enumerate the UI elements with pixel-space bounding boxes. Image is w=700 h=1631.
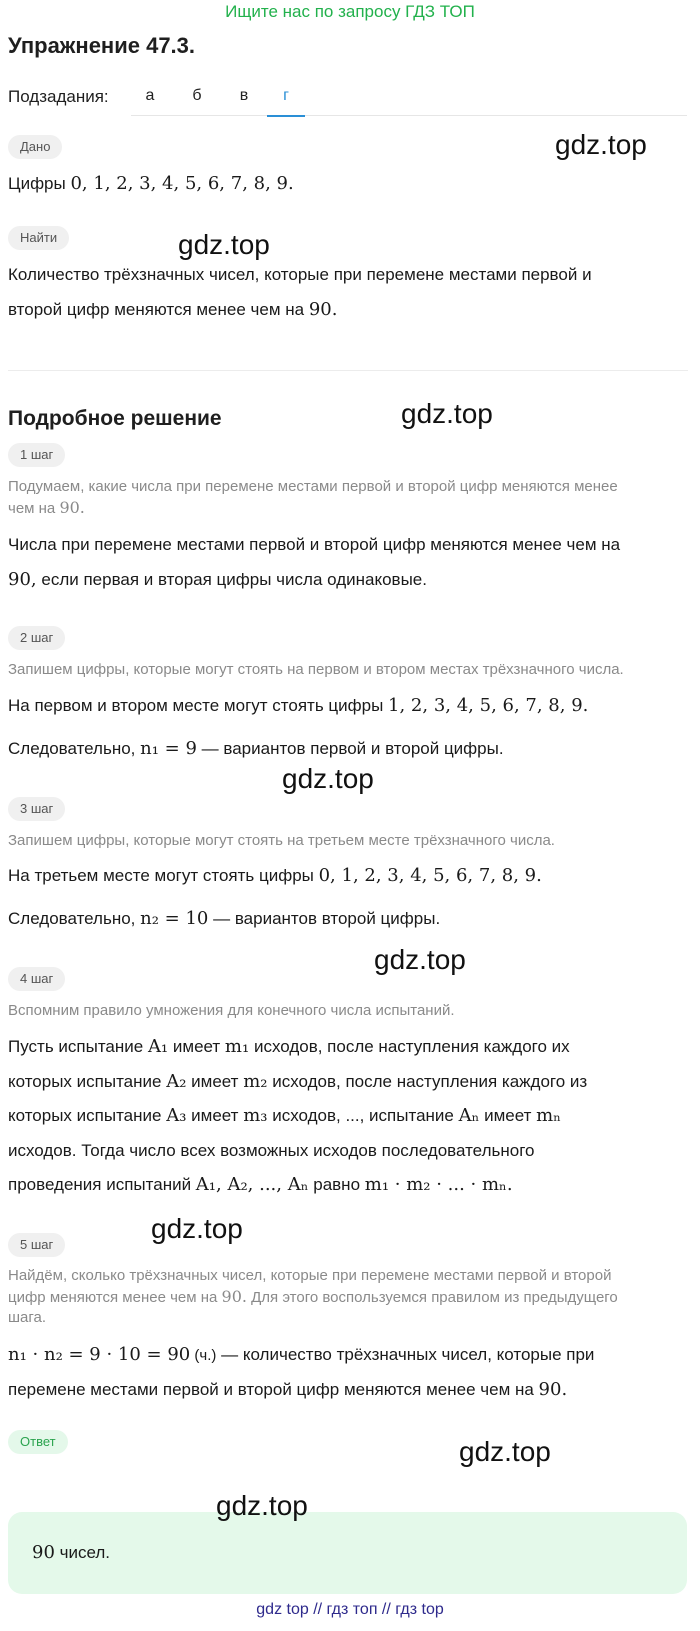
- answer-number: 90: [32, 1542, 55, 1563]
- solution-heading: Подробное решение: [8, 407, 222, 430]
- step-4-line-5: [8, 1167, 688, 1203]
- tab-a[interactable]: а: [145, 87, 155, 104]
- step-1-line-2: [8, 562, 688, 598]
- step-1-line-2-suffix: если первая и вторая цифры числа одинаковые.: [36, 570, 427, 589]
- step-4-badge-wrap: [8, 967, 65, 991]
- watermark: gdz.top: [555, 129, 647, 160]
- step-4-l2-m1: A₂: [166, 1071, 187, 1092]
- find-line-2: [8, 292, 688, 328]
- step-3-badge-wrap: [8, 797, 65, 821]
- answer-text: [32, 1540, 110, 1566]
- step-4-line-1: [8, 1029, 688, 1065]
- step-4-l1-a: Пусть испытание: [8, 1037, 148, 1056]
- step-5-hint-3: шага.: [8, 1309, 47, 1326]
- subtasks-tabs: [131, 76, 687, 116]
- step-2-line-1-prefix: На первом и втором месте могут стоять цифры: [8, 696, 389, 715]
- step-2-line-2-prefix: Следовательно,: [8, 739, 141, 758]
- given-digits: 0, 1, 2, 3, 4, 5, 6, 7, 8, 9.: [70, 173, 294, 194]
- step-2-formula: n₁ = 9: [140, 738, 197, 759]
- step-3-line-2-prefix: Следовательно,: [8, 909, 141, 928]
- find-number: 90.: [308, 299, 338, 320]
- step-3-line-2: [8, 901, 688, 937]
- step-4-l3-m4: mₙ: [536, 1105, 562, 1126]
- watermark: gdz.top: [282, 763, 374, 794]
- given-badge: Дано: [8, 135, 62, 159]
- find-line-2-prefix: второй цифр меняются менее чем на: [8, 300, 309, 319]
- step-5-hint-1: Найдём, сколько трёхзначных чисел, которые при перемене местами первой и второй: [8, 1267, 612, 1284]
- step-3-line-1-prefix: На третьем месте могут стоять цифры: [8, 866, 319, 885]
- step-4-l2-m2: m₂: [243, 1071, 268, 1092]
- footer-links[interactable]: gdz top // гдз топ // гдз top: [256, 1601, 444, 1618]
- step-4-l1-b: имеет: [168, 1037, 225, 1056]
- watermark: gdz.top: [374, 944, 466, 975]
- find-line-1: Количество трёхзначных чисел, которые при перемене местами первой и: [8, 265, 592, 284]
- step-3-line-1: [8, 858, 688, 894]
- watermark: gdz.top: [216, 1490, 308, 1521]
- step-4-line-2: [8, 1064, 688, 1100]
- watermark: gdz.top: [401, 398, 493, 429]
- step-5-line-2-prefix: перемене местами первой и второй цифр меняются менее чем на: [8, 1380, 539, 1399]
- step-3-badge: 3 шаг: [8, 797, 65, 821]
- step-4-l3-c: исходов, ..., испытание: [267, 1106, 459, 1125]
- step-2-line-1: [8, 688, 688, 724]
- step-4-l3-d: имеет: [479, 1106, 537, 1125]
- step-4-hint: Вспомним правило умножения для конечного числа испытаний.: [8, 1002, 455, 1019]
- step-5-badge: 5 шаг: [8, 1233, 65, 1257]
- step-1-badge-wrap: [8, 443, 65, 467]
- step-1-badge: 1 шаг: [8, 443, 65, 467]
- watermark: gdz.top: [459, 1436, 551, 1467]
- step-5-unit: (ч.): [190, 1347, 217, 1364]
- step-4-l3-m1: A₃: [166, 1105, 187, 1126]
- step-1-number: 90,: [8, 569, 37, 590]
- step-1-hint-number: 90.: [59, 498, 85, 517]
- step-5-badge-wrap: [8, 1233, 65, 1257]
- step-4-l2-b: имеет: [186, 1072, 244, 1091]
- step-4-l1-c: исходов, после наступления каждого их: [249, 1037, 570, 1056]
- step-5-formula: n₁ · n₂ = 9 · 10 = 90: [8, 1344, 191, 1365]
- tab-b[interactable]: б: [192, 87, 202, 104]
- watermark: gdz.top: [178, 229, 270, 260]
- tab-v[interactable]: в: [239, 87, 249, 104]
- step-5-hint-2: [8, 1286, 688, 1309]
- step-1-hint-2: [8, 497, 688, 520]
- step-5-hint-number: 90.: [221, 1287, 247, 1306]
- step-5-hint-2-prefix: цифр меняются менее чем на: [8, 1289, 222, 1306]
- tab-g[interactable]: г: [267, 76, 305, 116]
- step-4-l5-b: равно: [308, 1175, 365, 1194]
- step-4-l5-m2: m₁ · m₂ · ... · mₙ.: [364, 1174, 513, 1195]
- answer-badge-wrap: [8, 1430, 68, 1454]
- step-4-l1-m2: m₁: [224, 1036, 250, 1057]
- step-4-l5-a: проведения испытаний: [8, 1175, 196, 1194]
- step-4-l2-c: исходов, после наступления каждого из: [267, 1072, 588, 1091]
- step-5-line-1: [8, 1337, 688, 1374]
- subtasks-label: Подзадания:: [8, 87, 109, 106]
- step-5-number: 90.: [538, 1379, 568, 1400]
- step-4-l3-m2: m₃: [243, 1105, 268, 1126]
- step-4-l3-a: которых испытание: [8, 1106, 167, 1125]
- given-text: [8, 166, 688, 202]
- step-4-line-3: [8, 1098, 688, 1134]
- step-1-line-1: Числа при перемене местами первой и второй цифр меняются менее чем на: [8, 535, 621, 554]
- step-1-hint-1: Подумаем, какие числа при перемене местами первой и второй цифр меняются менее: [8, 478, 618, 495]
- answer-suffix: чисел.: [54, 1543, 111, 1562]
- find-badge: Найти: [8, 226, 69, 250]
- step-4-l2-a: которых испытание: [8, 1072, 167, 1091]
- step-3-formula: n₂ = 10: [140, 908, 209, 929]
- step-4-l1-m1: A₁: [147, 1036, 169, 1057]
- step-3-hint: Запишем цифры, которые могут стоять на третьем месте трёхзначного числа.: [8, 832, 555, 849]
- step-1-hint-2-prefix: чем на: [8, 500, 60, 517]
- step-3-digits: 0, 1, 2, 3, 4, 5, 6, 7, 8, 9.: [318, 865, 542, 886]
- step-2-badge: 2 шаг: [8, 626, 65, 650]
- step-5-hint-2-suffix: Для этого воспользуемся правилом из предыдущего: [246, 1289, 618, 1306]
- section-divider: [8, 370, 688, 371]
- step-4-line-4: исходов. Тогда число всех возможных исходов последовательного: [8, 1141, 535, 1160]
- watermark: gdz.top: [151, 1213, 243, 1244]
- step-2-line-2-suffix: — вариантов первой и второй цифры.: [196, 739, 504, 758]
- step-4-l3-b: имеет: [186, 1106, 244, 1125]
- step-3-line-2-suffix: — вариантов второй цифры.: [208, 909, 441, 928]
- step-2-digits: 1, 2, 3, 4, 5, 6, 7, 8, 9.: [388, 695, 589, 716]
- search-banner: Ищите нас по запросу ГДЗ ТОП: [225, 2, 475, 21]
- answer-badge: Ответ: [8, 1430, 68, 1454]
- step-2-badge-wrap: [8, 626, 65, 650]
- find-badge-wrap: [8, 226, 69, 250]
- step-4-l5-m1: A₁, A₂, ..., Aₙ: [195, 1174, 309, 1195]
- step-4-badge: 4 шаг: [8, 967, 65, 991]
- step-5-line-1-suffix: — количество трёхзначных чисел, которые при: [216, 1345, 595, 1364]
- page-title: Упражнение 47.3.: [8, 33, 196, 58]
- given-badge-wrap: [8, 135, 62, 159]
- step-4-l3-m3: Aₙ: [458, 1105, 480, 1126]
- step-2-hint: Запишем цифры, которые могут стоять на первом и втором местах трёхзначного числа.: [8, 661, 624, 678]
- given-prefix: Цифры: [8, 174, 71, 193]
- step-5-line-2: [8, 1372, 688, 1408]
